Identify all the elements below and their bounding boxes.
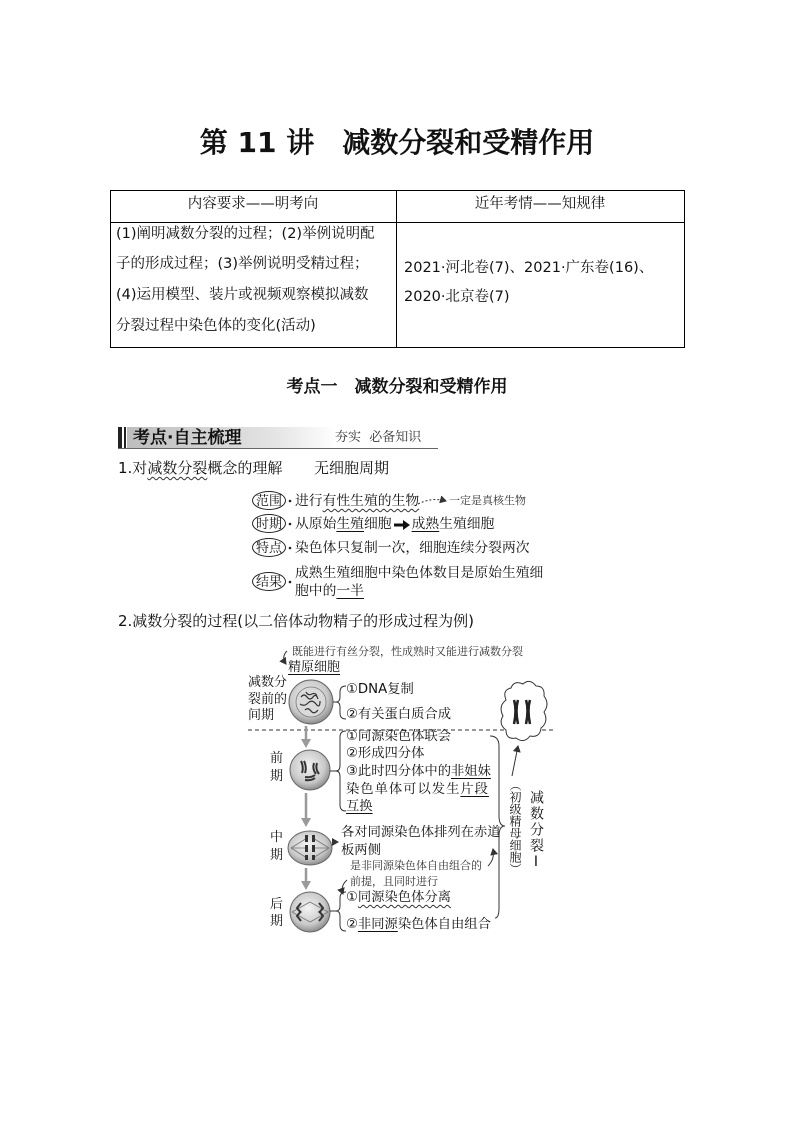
prophase-item [346, 782, 489, 798]
prophase-item3-text: ③此时四分体中的 [346, 764, 451, 779]
tag-scope: 范围 [252, 491, 286, 510]
prophase-label: 期 [270, 769, 284, 784]
anaphase-item1-text: 同源染色体分离 [357, 890, 451, 905]
table-requirement-line: (4)运用模型、装片或视频观察模拟减数 [116, 287, 369, 303]
result-line-1: 成熟生殖细胞中染色体数目是原始生殖细 [295, 565, 544, 581]
period-from-b: 生殖 [336, 516, 364, 532]
anaphase-item [346, 917, 491, 933]
tag-feature: 特点 [252, 538, 286, 557]
period-text [295, 515, 494, 533]
anaphase-item1-num: ① [346, 890, 358, 905]
scope-prefix: 进行 [295, 493, 323, 509]
connector-dot [289, 500, 292, 503]
anaphase-label: 后 [270, 897, 284, 912]
anaphase-item2-num: ② [346, 917, 358, 932]
metaphase-label: 期 [270, 848, 284, 863]
start-cell-label: 精原细胞 [288, 660, 341, 675]
interphase-brace [336, 686, 346, 719]
process-heading: 2.减数分裂的过程(以二倍体动物精子的形成过程为例) [118, 612, 475, 630]
spermatogonium-cell-icon [289, 680, 333, 724]
result-line-2-prefix: 胞中的 [295, 583, 337, 599]
prophase-item [346, 764, 491, 780]
table-header-right: 近年考情——知规律 [474, 196, 606, 212]
metaphase-note-arrow-up [488, 849, 493, 866]
tag-result: 结果 [252, 572, 286, 591]
result-line-2-emph: 一半 [336, 583, 364, 599]
prophase-cell-icon [290, 750, 330, 790]
prophase-label: 前 [270, 751, 284, 766]
anaphase-item2-emph: 非同源 [357, 917, 398, 932]
interphase-item: ②有关蛋白质合成 [346, 707, 451, 722]
table-exam-line: 2020·北京卷(7) [404, 289, 510, 305]
anaphase-label: 期 [270, 914, 284, 929]
table-header-left: 内容要求——明考向 [187, 196, 319, 212]
metaphase-line: 板两侧 [341, 843, 381, 858]
connector-dot [289, 581, 292, 584]
prophase-item: 互换 [346, 799, 373, 814]
prophase-brace [336, 731, 346, 811]
meiosis-one-label: 减数分裂Ⅰ [528, 790, 544, 872]
interphase-label: 间期 [248, 708, 275, 723]
connector-dot [289, 547, 292, 550]
note-dotted-arrow [418, 500, 446, 504]
prophase-item: ①同源染色体联会 [346, 729, 451, 744]
anaphase-item [346, 890, 451, 906]
table-exam-line: 2021·河北卷(7)、2021·广东卷(16)、 [404, 260, 654, 276]
result-line-2 [295, 582, 364, 600]
right-arrow-icon [393, 518, 411, 530]
connector-dot [289, 523, 292, 526]
cloud-arrow-icon [512, 746, 518, 776]
table-requirement-line: 分裂过程中染色体的变化(活动) [116, 318, 316, 334]
prophase-item: ②形成四分体 [346, 746, 425, 761]
scope-text [295, 492, 419, 510]
top-note-arrow [284, 651, 287, 664]
metaphase-note: 是非同源染色体自由组合的 [350, 859, 482, 872]
anaphase-brace [336, 892, 346, 931]
tag-period: 时期 [252, 514, 286, 533]
interphase-label: 减数分 [248, 675, 288, 690]
interphase-label: 裂前的 [248, 692, 288, 707]
period-from-a: 从原始 [295, 516, 337, 532]
feature-text: 染色体只复制一次，细胞连续分裂两次 [295, 540, 530, 556]
prophase-item4-text: 染色单体可以发生 [346, 782, 461, 797]
metaphase-cell-icon [288, 831, 332, 865]
page-title: 第 11 讲 减数分裂和受精作用 [199, 126, 595, 159]
period-from-c: 细胞 [363, 516, 392, 532]
chromosome-cloud-icon [501, 681, 547, 740]
scope-emph: 有性生殖的生物 [322, 493, 420, 509]
process-top-note: 既能进行有丝分裂，性成熟时又能进行减数分裂 [292, 645, 523, 658]
table-requirement-line: 子的形成过程；(3)举例说明受精过程； [116, 256, 369, 272]
metaphase-line: 各对同源染色体排列在赤道 [341, 825, 501, 840]
concept-heading-prefix: 1.对 [118, 459, 148, 477]
concept-heading-suffix: 概念的理解 [207, 459, 283, 477]
scope-note: 一定是真核生物 [449, 494, 526, 507]
interphase-item: ①DNA复制 [346, 682, 414, 697]
anaphase-cell-icon [290, 892, 330, 932]
concept-heading [118, 458, 282, 478]
metaphase-note: 前提，且同时进行 [350, 875, 438, 888]
primary-spermatocyte-label: （初级精母细胞） [508, 779, 522, 875]
anaphase-item2-rest: 染色体自由组合 [397, 917, 491, 932]
period-to-b: 生殖细胞 [439, 516, 495, 532]
section-title: 考点一 减数分裂和受精作用 [286, 377, 508, 397]
period-to-a: 成熟 [411, 516, 440, 532]
prophase-item4-emph: 片段 [460, 782, 489, 797]
banner-title: 考点·自主梳理 [133, 428, 242, 448]
concept-heading-note: 无细胞周期 [314, 459, 390, 477]
banner-subtitle: 夯实 必备知识 [335, 430, 422, 445]
table-requirement-line: (1)阐明减数分裂的过程；(2)举例说明配 [116, 226, 375, 242]
prophase-item3-emph: 非姐妹 [451, 764, 491, 779]
metaphase-label: 中 [270, 830, 284, 845]
concept-heading-emph: 减数分裂 [147, 459, 208, 477]
